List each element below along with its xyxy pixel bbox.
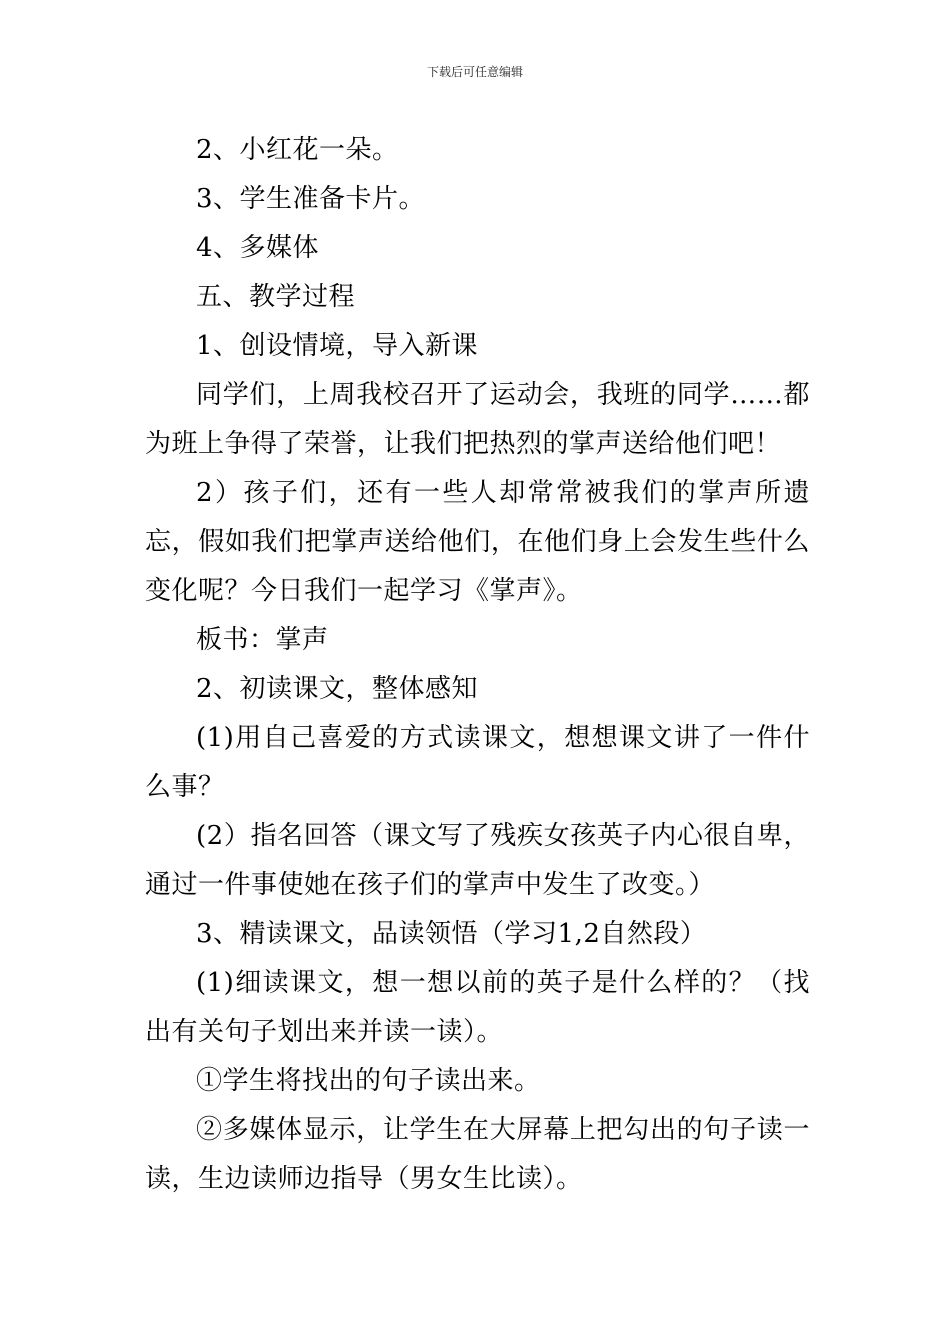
- list-item-small-red-flower: 2、小红花一朵。: [196, 135, 399, 165]
- paragraph-students-read: ①学生将找出的句子读出来。: [196, 1066, 541, 1096]
- subheading-intensive-reading: 3、精读课文，品读领悟（学习1,2自然段）: [196, 919, 707, 949]
- paragraph-multimedia-display: ②多媒体显示，让学生在大屏幕上把勾出的句子读一读，生边读师边指导（男女生比读）。: [145, 1115, 810, 1194]
- list-item-multimedia: 4、多媒体: [196, 233, 320, 263]
- subheading-create-scenario: 1、创设情境，导入新课: [196, 331, 479, 361]
- paragraph-sports-meet: 同学们，上周我校召开了运动会，我班的同学……都为班上争得了荣誉，让我们把热烈的掌声送给他们吧！: [145, 380, 810, 459]
- section-heading-teaching-process: 五、教学过程: [196, 282, 356, 312]
- document-body: [145, 126, 810, 1204]
- subheading-first-reading: 2、初读课文，整体感知: [196, 674, 479, 704]
- paragraph-blackboard: 板书：掌声: [196, 625, 329, 655]
- paragraph-answer: (2）指名回答（课文写了残疾女孩英子内心很自卑，通过一件事使她在孩子们的掌声中发生了改变。）: [145, 821, 810, 900]
- page-header: 下载后可任意编辑: [426, 65, 523, 79]
- paragraph-find-sentences: (1)细读课文，想一想以前的英子是什么样的？（找出有关句子划出来并读一读）。: [145, 968, 810, 1047]
- list-item-student-cards: 3、学生准备卡片。: [196, 184, 426, 214]
- paragraph-forgotten-applause: 2）孩子们，还有一些人却常常被我们的掌声所遗忘，假如我们把掌声送给他们，在他们身上会发生些什么变化呢？今日我们一起学习《掌声》。: [145, 478, 810, 606]
- paragraph-read-text: (1)用自己喜爱的方式读课文，想想课文讲了一件什么事？: [145, 723, 810, 802]
